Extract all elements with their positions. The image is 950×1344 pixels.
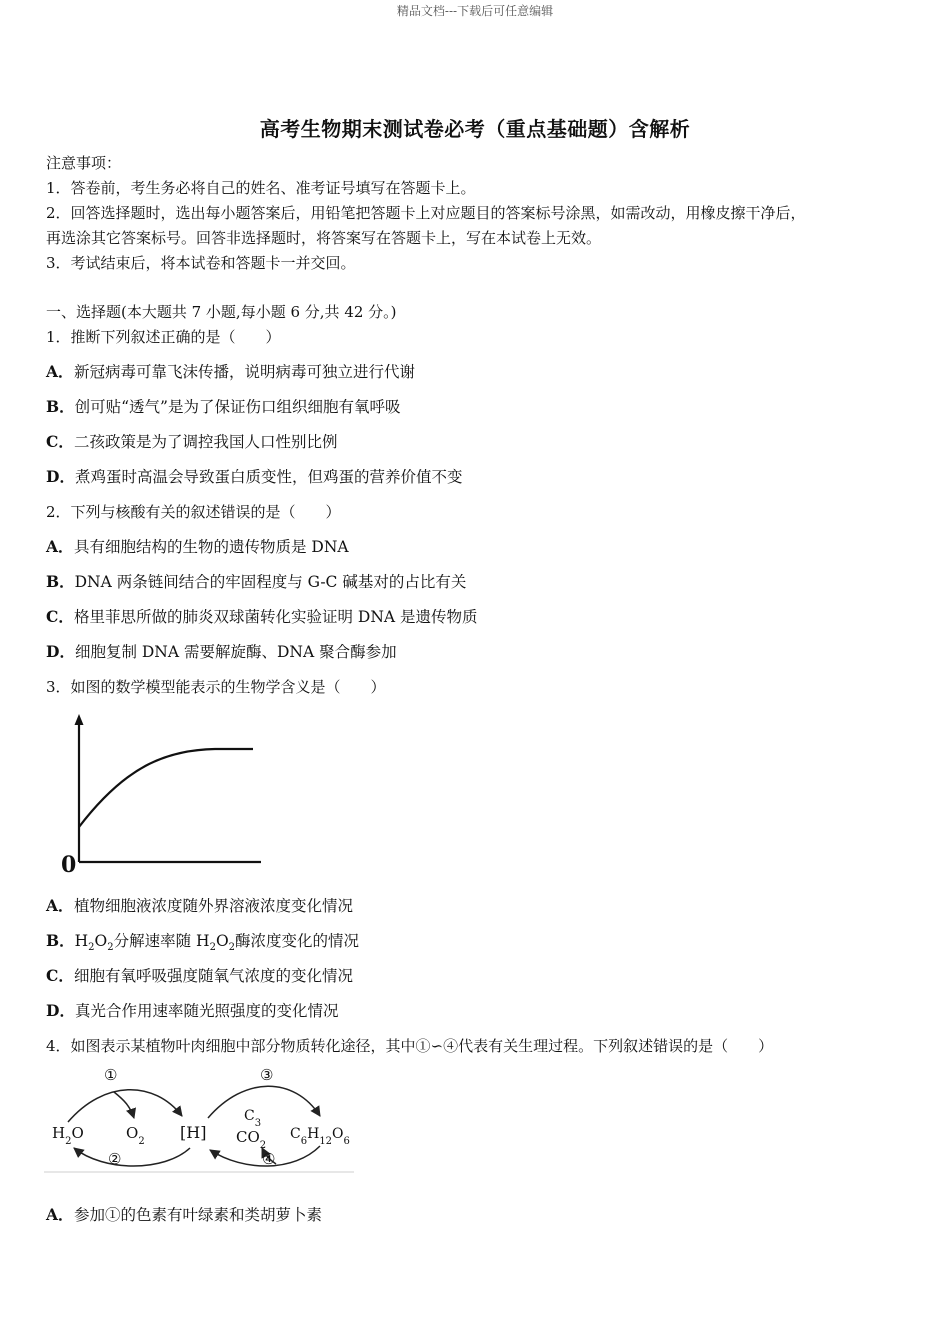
option-text: 细胞复制 DNA 需要解旋酶、DNA 聚合酶参加 [74, 643, 397, 661]
label-o2: $O_2$ [126, 1124, 145, 1147]
arrow-h-to-h2o [74, 1148, 190, 1166]
page-title: 高考生物期末测试卷必考（重点基础题）含解析 [259, 117, 691, 141]
label-h2o: $H_2O$ [52, 1124, 84, 1147]
saturation-curve [79, 749, 253, 827]
option-text: 植物细胞液浓度随外界溶液浓度变化情况 [74, 897, 354, 915]
option-label: D． [46, 642, 75, 661]
option-c [46, 607, 478, 627]
option-text: 二孩政策是为了调控我国人口性别比例 [74, 433, 338, 451]
option-label: C． [46, 607, 74, 626]
option-b [46, 931, 359, 958]
option-label: B． [46, 397, 75, 416]
option-text: DNA 两条链间结合的牢固程度与 G-C 碱基对的占比有关 [74, 573, 467, 591]
section-heading: 一、选择题(本大题共 7 小题,每小题 6 分,共 42 分。) [46, 303, 397, 321]
arrow-to-o2 [114, 1092, 134, 1118]
option-text: 新冠病毒可靠飞沫传播，说明病毒可独立进行代谢 [74, 363, 416, 381]
y-axis [75, 714, 84, 862]
marker-1: ① [104, 1066, 118, 1084]
question-stem: 4．如图表示某植物叶肉细胞中部分物质转化途径，其中①∽④代表有关生理过程。下列叙述错误的是（ ） [46, 1037, 774, 1055]
option-d [46, 642, 397, 662]
option-label: D． [46, 1001, 75, 1020]
label-co2: $CO_2$ [236, 1128, 267, 1151]
substance-conversion-diagram [44, 1060, 356, 1176]
notice-item: 3．考试结束后，将本试卷和答题卡一并交回。 [46, 254, 356, 272]
question-stem: 3．如图的数学模型能表示的生物学含义是（ ） [46, 678, 386, 696]
option-a [46, 896, 353, 916]
marker-3: ③ [260, 1066, 274, 1084]
option-text: $H_2O_2$分解速率随 $H_2O_2$酶浓度变化的情况 [74, 932, 360, 954]
label-c3: $C_3$ [244, 1108, 262, 1129]
option-a [46, 537, 349, 557]
notice-item: 1．答卷前，考生务必将自己的姓名、准考证号填写在答题卡上。 [46, 179, 476, 197]
option-a [46, 1205, 322, 1225]
marker-2: ② [108, 1150, 122, 1168]
notice-item: 2．回答选择题时，选出每小题答案后，用铅笔把答题卡上对应题目的答案标号涂黑，如需改动，用橡皮擦干净后， [46, 204, 806, 222]
option-label: A． [46, 362, 74, 381]
option-label: A． [46, 1205, 74, 1224]
option-label: B． [46, 931, 75, 950]
option-c [46, 432, 338, 452]
option-label: D． [46, 467, 75, 486]
marker-4: ④ [262, 1150, 276, 1168]
math-model-graph [55, 712, 265, 882]
notice-item: 再选涂其它答案标号。回答非选择题时，将答案写在答题卡上，写在本试卷上无效。 [46, 229, 602, 247]
question-stem: 2．下列与核酸有关的叙述错误的是（ ） [46, 503, 341, 521]
option-label: A． [46, 896, 74, 915]
option-b [46, 572, 466, 592]
origin-label: 0 [61, 852, 77, 878]
option-text: 煮鸡蛋时高温会导致蛋白质变性，但鸡蛋的营养价值不变 [74, 468, 463, 486]
arrow-h2o-to-h [68, 1090, 182, 1122]
option-a [46, 362, 415, 382]
option-text: 具有细胞结构的生物的遗传物质是 DNA [74, 538, 349, 556]
page-header: 精品文档---下载后可任意编辑 [396, 4, 554, 18]
option-label: A． [46, 537, 74, 556]
option-c [46, 966, 353, 986]
option-d [46, 467, 462, 487]
option-text: 真光合作用速率随光照强度的变化情况 [74, 1002, 339, 1020]
arrow-co2-to-glucose [208, 1086, 320, 1118]
option-text: 创可贴“透气”是为了保证伤口组织细胞有氧呼吸 [74, 398, 401, 416]
option-d [46, 1001, 338, 1021]
question-stem: 1．推断下列叙述正确的是（ ） [46, 328, 281, 346]
option-b [46, 397, 400, 417]
option-label: C． [46, 432, 74, 451]
label-glucose: $C_6H_{12}O_6$ [290, 1126, 350, 1147]
notice-heading: 注意事项： [46, 154, 122, 172]
option-label: B． [46, 572, 75, 591]
option-text: 格里菲思所做的肺炎双球菌转化实验证明 DNA 是遗传物质 [74, 608, 478, 626]
label-h: [H] [180, 1123, 207, 1142]
option-text: 细胞有氧呼吸强度随氧气浓度的变化情况 [74, 967, 354, 985]
option-label: C． [46, 966, 74, 985]
option-text: 参加①的色素有叶绿素和类胡萝卜素 [74, 1206, 323, 1224]
